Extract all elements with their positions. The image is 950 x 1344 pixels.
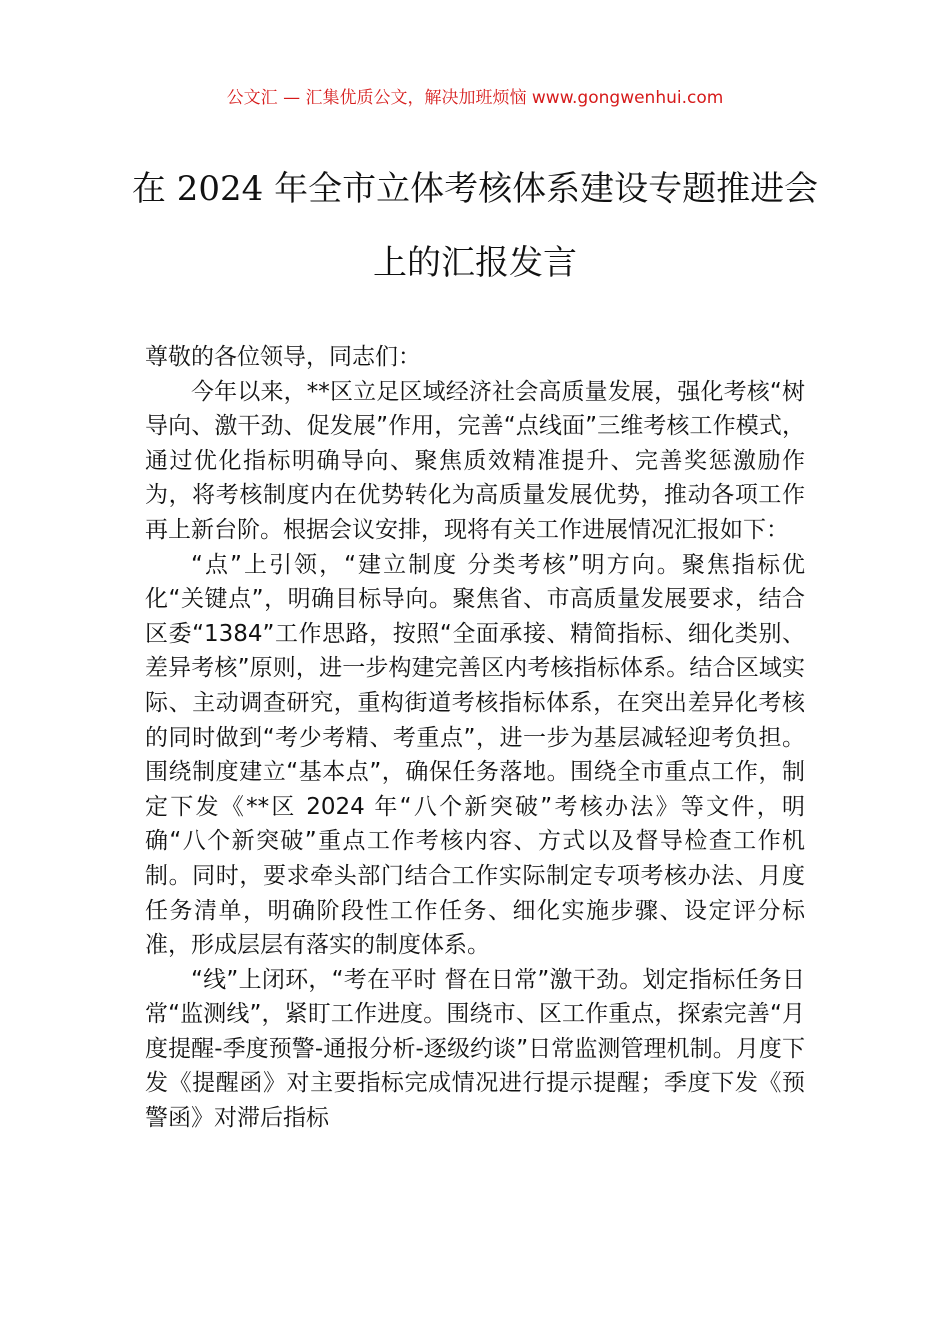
paragraph-intro: 今年以来，**区立足区域经济社会高质量发展，强化考核“树导向、激干劲、促发展”作用，完善“点线面”三维考核工作模式，通过优化指标明确导向、聚焦质效精准提升、完善奖惩激励作为，将考核制度内在优势转化为高质量发展优势，推动各项工作再上新台阶。根据会议安排，现将有关工作进展情况汇报如下：: [145, 378, 805, 543]
document-body: [145, 340, 805, 1136]
header-banner: 公文汇 — 汇集优质公文，解决加班烦恼 www.gongwenhui.com: [226, 88, 724, 108]
paragraph-line: “线”上闭环，“考在平时 督在日常”激干劲。划定指标任务日常“监测线”，紧盯工作进度。围绕市、区工作重点，探索完善“月度提醒-季度预警-通报分析-逐级约谈”日常监测管理机制。月度下发《提醒函》对主要指标完成情况进行提示提醒；季度下发《预警函》对滞后指标: [145, 966, 805, 1132]
document-title: 在 2024 年全市立体考核体系建设专题推进会上的汇报发言: [131, 169, 819, 283]
salutation: 尊敬的各位领导，同志们：: [145, 344, 421, 370]
paragraph-point: “点”上引领，“建立制度 分类考核”明方向。聚焦指标优化“关键点”，明确目标导向。聚焦省、市高质量发展要求，结合区委“1384”工作思路，按照“全面承接、精简指标、细化类别、差异考核”原则，进一步构建完善区内考核指标体系。结合区域实际、主动调查研究，重构街道考核指标体系，在突出差异化考核的同时做到“考少考精、考重点”，进一步为基层减轻迎考负担。围绕制度建立“基本点”，确保任务落地。围绕全市重点工作，制定下发《**区 2024 年“八个新突破”考核办法》等文件，明确“八个新突破”重点工作考核内容、方式以及督导检查工作机制。同时，要求牵头部门结合工作实际制定专项考核办法、月度任务清单，明确阶段性工作任务、细化实施步骤、设定评分标准，形成层层有落实的制度体系。: [145, 551, 805, 959]
